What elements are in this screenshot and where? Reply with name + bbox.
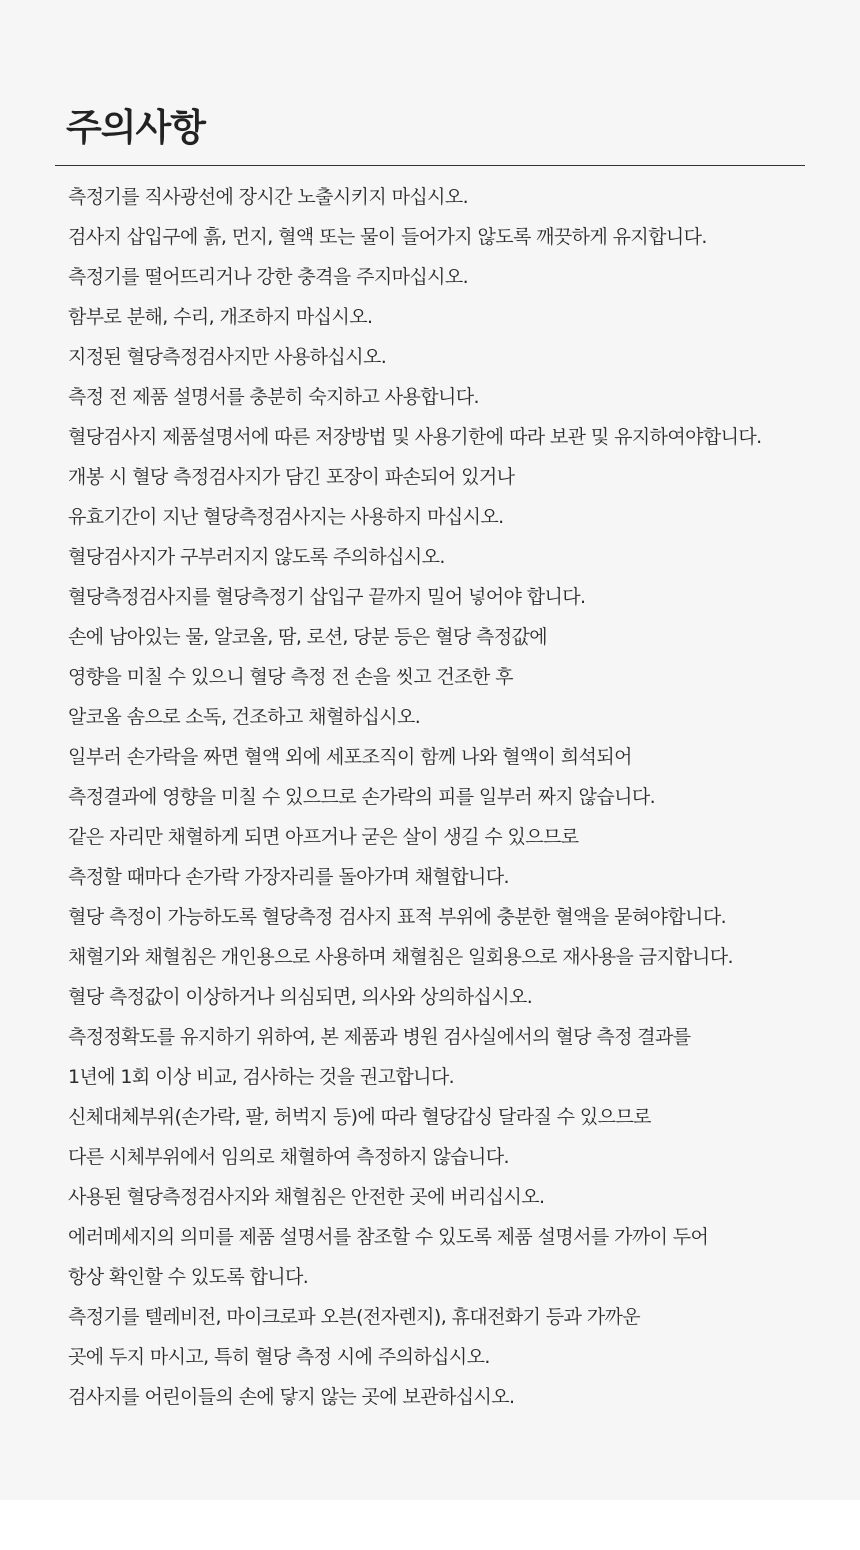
caution-item: 측정기를 떨어뜨리거나 강한 충격을 주지마십시오. [68, 266, 469, 288]
caution-item: 검사지 삽입구에 흙, 먼지, 혈액 또는 물이 들어가지 않도록 깨끗하게 유지합니다. [68, 226, 707, 248]
caution-item: 측정할 때마다 손가락 가장자리를 돌아가며 채혈합니다. [68, 866, 509, 888]
caution-item: 측정결과에 영향을 미칠 수 있으므로 손가락의 피를 일부러 짜지 않습니다. [68, 786, 656, 808]
caution-item: 지정된 혈당측정검사지만 사용하십시오. [68, 346, 387, 368]
caution-item: 혈당검사지 제품설명서에 따른 저장방법 및 사용기한에 따라 보관 및 유지하여야합니다. [68, 426, 762, 448]
caution-item: 혈당검사지가 구부러지지 않도록 주의하십시오. [68, 546, 445, 568]
caution-item: 항상 확인할 수 있도록 합니다. [68, 1266, 309, 1288]
caution-item: 측정기를 텔레비전, 마이크로파 오븐(전자렌지), 휴대전화기 등과 가까운 [68, 1306, 641, 1328]
caution-list [68, 182, 762, 1422]
caution-item: 함부로 분해, 수리, 개조하지 마십시오. [68, 306, 373, 328]
caution-item: 측정기를 직사광선에 장시간 노출시키지 마십시오. [68, 186, 469, 208]
caution-item: 같은 자리만 채혈하게 되면 아프거나 굳은 살이 생길 수 있으므로 [68, 826, 579, 848]
caution-item: 손에 남아있는 물, 알코올, 땀, 로션, 당분 등은 혈당 측정값에 [68, 626, 548, 648]
caution-item: 측정정확도를 유지하기 위하여, 본 제품과 병원 검사실에서의 혈당 측정 결과를 [68, 1026, 691, 1048]
caution-item: 혈당 측정값이 이상하거나 의심되면, 의사와 상의하십시오. [68, 986, 533, 1008]
caution-item: 알코올 솜으로 소독, 건조하고 채혈하십시오. [68, 706, 421, 728]
caution-item: 검사지를 어린이들의 손에 닿지 않는 곳에 보관하십시오. [68, 1386, 515, 1408]
caution-item: 개봉 시 혈당 측정검사지가 담긴 포장이 파손되어 있거나 [68, 466, 515, 488]
caution-item: 일부러 손가락을 짜면 혈액 외에 세포조직이 함께 나와 혈액이 희석되어 [68, 746, 632, 768]
caution-item: 채혈기와 채혈침은 개인용으로 사용하며 채혈침은 일회용으로 재사용을 금지합니다. [68, 946, 733, 968]
caution-item: 사용된 혈당측정검사지와 채혈침은 안전한 곳에 버리십시오. [68, 1186, 545, 1208]
title-divider [55, 165, 805, 166]
caution-item: 유효기간이 지난 혈당측정검사지는 사용하지 마십시오. [68, 506, 504, 528]
caution-item: 에러메세지의 의미를 제품 설명서를 참조할 수 있도록 제품 설명서를 가까이 두어 [68, 1226, 709, 1248]
caution-item: 혈당측정검사지를 혈당측정기 삽입구 끝까지 밀어 넣어야 합니다. [68, 586, 586, 608]
section-title: 주의사항 [66, 106, 205, 149]
caution-item: 1년에 1회 이상 비교, 검사하는 것을 권고합니다. [68, 1066, 455, 1088]
caution-item: 신체대체부위(손가락, 팔, 허벅지 등)에 따라 혈당갑싱 달라질 수 있으므로 [68, 1106, 651, 1128]
caution-item: 다른 시체부위에서 임의로 채혈하여 측정하지 않습니다. [68, 1146, 509, 1168]
caution-item: 곳에 두지 마시고, 특히 혈당 측정 시에 주의하십시오. [68, 1346, 490, 1368]
caution-item: 혈당 측정이 가능하도록 혈당측정 검사지 표적 부위에 충분한 혈액을 묻혀야합니다. [68, 906, 727, 928]
caution-item: 측정 전 제품 설명서를 충분히 숙지하고 사용합니다. [68, 386, 479, 408]
caution-item: 영향을 미칠 수 있으니 혈당 측정 전 손을 씻고 건조한 후 [68, 666, 513, 688]
